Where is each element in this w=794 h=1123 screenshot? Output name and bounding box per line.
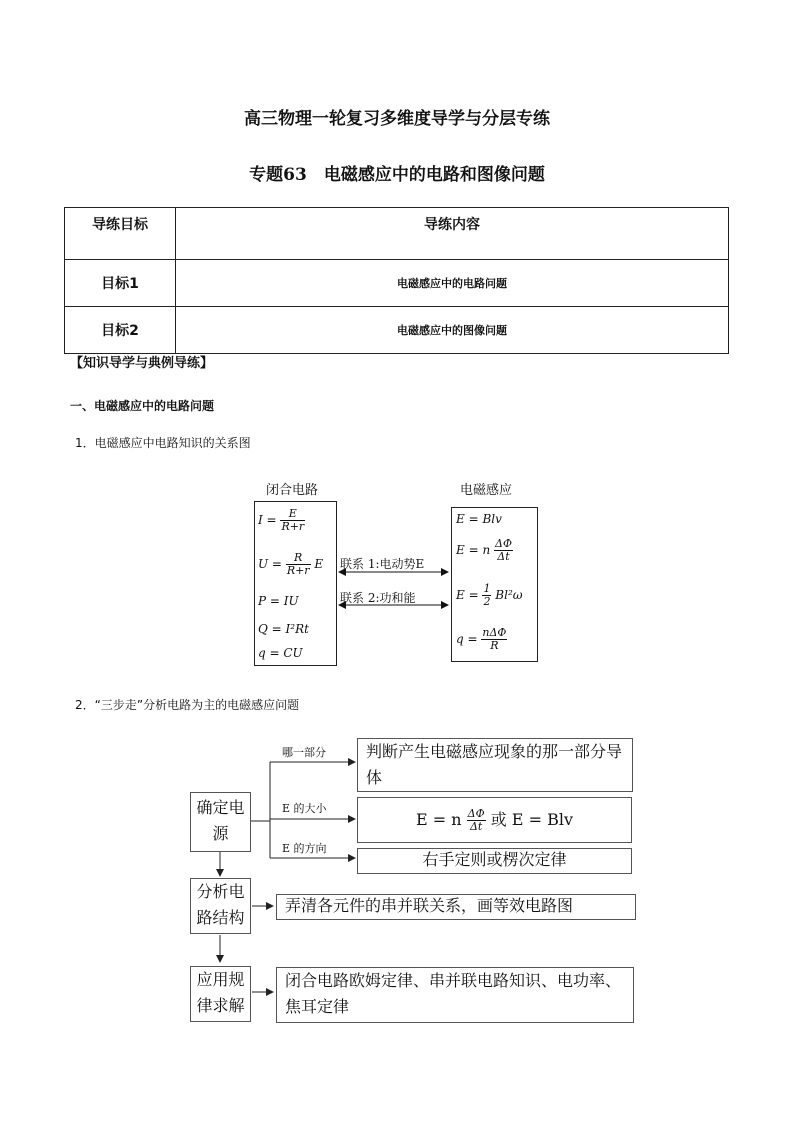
goal-cell: 目标2 [65,307,176,354]
branch1-label: 哪一部分 [282,746,326,759]
branch-spine [250,762,270,858]
step3-box: 应用规律求解 [190,966,251,1022]
document-title: 高三物理一轮复习多维度导学与分层专练 [244,109,550,129]
item2-heading: 2．“三步走”分析电路为主的电磁感应问题 [75,698,300,712]
content-cell: 电磁感应中的图像问题 [176,307,729,354]
branch1-box: 判断产生电磁感应现象的那一部分导体 [357,738,633,792]
step2-box: 分析电路结构 [190,878,251,934]
goals-table [64,207,729,354]
formula-induced-charge: q = $\frac{\text{nΔΦ}}{R}$ [456,626,507,652]
item1-heading: 1．电磁感应中电路知识的关系图 [75,436,251,450]
branch3-label: E 的方向 [282,842,327,855]
table-header-goal: 导练目标 [65,208,176,260]
content-cell: 电磁感应中的电路问题 [176,260,729,307]
goal-cell: 目标1 [65,260,176,307]
section-heading: 【知识导学与典例导练】 [70,356,214,371]
closed-circuit-title: 闭合电路 [266,483,319,498]
branch2-box: E = n $\frac{\Delta\Phi}{\Delta t}$ 或 E = Blv [357,797,632,843]
step3-text-box: 闭合电路欧姆定律、串并联电路知识、电功率、焦耳定律 [276,967,634,1023]
formula-faraday: E = n $\frac{\Delta\Phi}{\Delta t}$ [456,537,512,563]
formula-motional-emf: E = Blv [456,512,502,526]
step1-box: 确定电源 [190,792,251,852]
part1-heading: 一、电磁感应中的电路问题 [70,399,215,413]
table-header-content: 导练内容 [176,208,729,260]
branch2-label: E 的大小 [282,802,327,815]
em-induction-title: 电磁感应 [460,483,513,498]
link-arrows [335,565,453,615]
formula-rotating-emf: E = $\frac{1}{2}$ Bl²ω [456,582,523,608]
branch3-box: 右手定则或楞次定律 [357,848,632,874]
topic-title: 专题63 电磁感应中的电路和图像问题 [249,165,545,185]
step2-text-box: 弄清各元件的串并联关系，画等效电路图 [276,894,636,920]
formula-power: P = IU [258,594,299,608]
table-row [65,307,729,354]
formula-current: I = $\frac{E}{R+r}$ [258,507,305,533]
formula-voltage: U = $\frac{R}{R+r}$ E [258,551,324,577]
table-row [65,260,729,307]
formula-charge-capacitor: q = CU [258,646,303,660]
formula-heat: Q = I²Rt [258,622,309,636]
link2-label: 联系 2:功和能 [340,591,416,605]
link1-label: 联系 1:电动势E [340,557,425,571]
table-header-row [65,208,729,260]
